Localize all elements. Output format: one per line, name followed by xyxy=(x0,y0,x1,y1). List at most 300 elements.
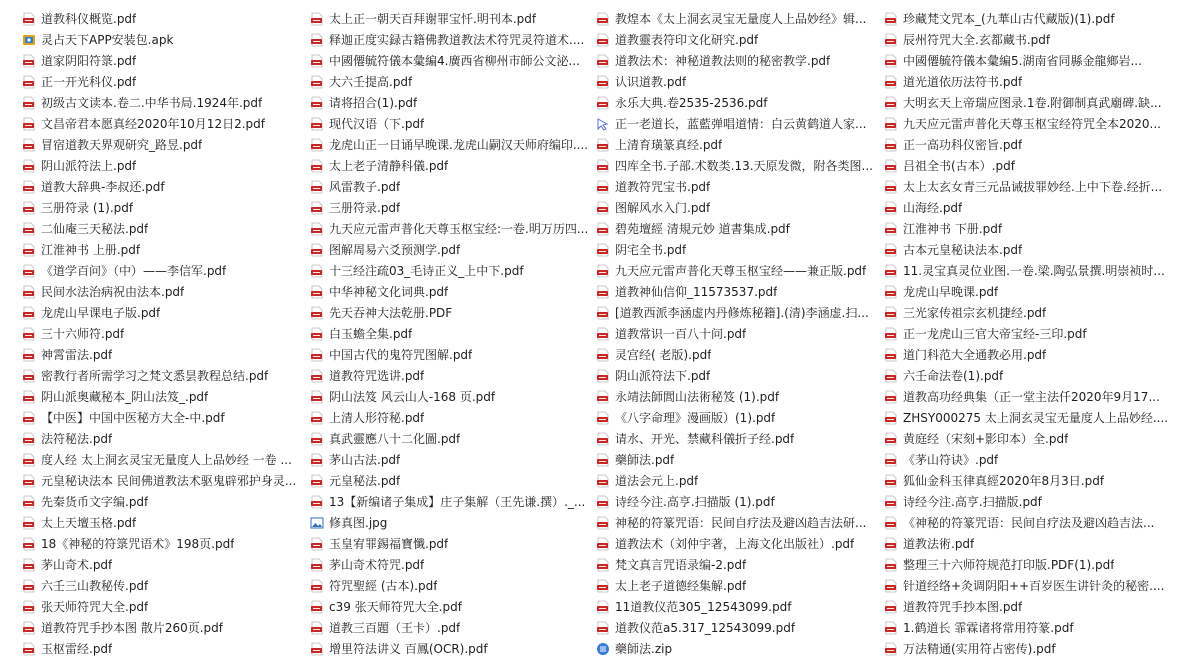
file-item[interactable] xyxy=(884,491,1170,512)
file-item[interactable] xyxy=(310,407,596,428)
file-item[interactable] xyxy=(22,8,308,29)
file-item[interactable] xyxy=(884,533,1170,554)
file-item[interactable] xyxy=(884,470,1170,491)
file-name: 道教靈表符印文化研究.pdf xyxy=(615,33,759,47)
file-name: 大明玄天上帝瑞应图录.1卷.附御制真武廟碑.缺... xyxy=(903,96,1162,110)
file-item[interactable] xyxy=(596,365,882,386)
pdf-file-icon xyxy=(884,390,898,404)
pdf-file-icon xyxy=(22,180,36,194)
file-item[interactable] xyxy=(310,113,596,134)
file-item[interactable] xyxy=(310,596,596,617)
file-item[interactable] xyxy=(884,239,1170,260)
file-name: 18《神秘的符箓咒语术》198页.pdf xyxy=(41,537,235,551)
file-item[interactable] xyxy=(22,218,308,239)
file-item[interactable] xyxy=(884,344,1170,365)
file-item[interactable] xyxy=(22,260,308,281)
file-name: 藥師法.pdf xyxy=(615,453,675,467)
file-name: 江淮神书 上册.pdf xyxy=(41,243,141,257)
file-item[interactable] xyxy=(596,344,882,365)
file-item[interactable] xyxy=(310,575,596,596)
file-name: 现代汉语（下.pdf xyxy=(329,117,425,131)
file-name: 道教常识一百八十问.pdf xyxy=(615,327,747,341)
file-name: 道教高功经典集（正一堂主法仟2020年9月17... xyxy=(903,390,1160,404)
pdf-file-icon xyxy=(884,558,898,572)
file-item[interactable] xyxy=(596,386,882,407)
file-item[interactable] xyxy=(884,638,1170,659)
file-name: 辰州符咒大全.玄都藏书.pdf xyxy=(903,33,1051,47)
pdf-file-icon xyxy=(596,12,610,26)
pdf-file-icon xyxy=(22,642,36,656)
pdf-file-icon xyxy=(310,54,324,68)
file-item[interactable] xyxy=(22,449,308,470)
file-name: 道法会元上.pdf xyxy=(615,474,699,488)
pdf-file-icon xyxy=(22,117,36,131)
file-item[interactable] xyxy=(884,92,1170,113)
pdf-file-icon xyxy=(596,180,610,194)
file-item[interactable] xyxy=(884,617,1170,638)
file-item[interactable] xyxy=(22,155,308,176)
pdf-file-icon xyxy=(22,369,36,383)
file-item[interactable] xyxy=(310,638,596,659)
file-item[interactable] xyxy=(884,365,1170,386)
file-name: 灵占天下APP安装包.apk xyxy=(41,33,174,47)
file-name: [道教西派李涵虚内丹修炼秘籍].(清)李涵虚.扫... xyxy=(615,306,869,320)
pdf-file-icon xyxy=(22,474,36,488)
pdf-file-icon xyxy=(310,12,324,26)
zip-file-icon xyxy=(596,642,610,656)
file-name: 黄庭经（宋刻+影印本）全.pdf xyxy=(903,432,1069,446)
pdf-file-icon xyxy=(22,495,36,509)
file-item[interactable] xyxy=(310,617,596,638)
file-name: c39 张天师符咒大全.pdf xyxy=(329,600,462,614)
pdf-file-icon xyxy=(310,621,324,635)
file-item[interactable] xyxy=(310,344,596,365)
pdf-file-icon xyxy=(310,96,324,110)
pdf-file-icon xyxy=(310,390,324,404)
pdf-file-icon xyxy=(884,537,898,551)
file-item[interactable] xyxy=(310,92,596,113)
file-item[interactable] xyxy=(22,281,308,302)
file-item[interactable] xyxy=(310,449,596,470)
file-item[interactable] xyxy=(22,323,308,344)
pdf-file-icon xyxy=(884,600,898,614)
pdf-file-icon xyxy=(22,600,36,614)
file-item[interactable] xyxy=(310,533,596,554)
file-name: 《八字命理》漫画版）(1).pdf xyxy=(615,411,776,425)
file-item[interactable] xyxy=(884,113,1170,134)
file-name: 张天师符咒大全.pdf xyxy=(41,600,149,614)
file-name: 十三经注疏03_毛诗正义_上中下.pdf xyxy=(329,264,524,278)
file-item[interactable] xyxy=(22,491,308,512)
file-item[interactable] xyxy=(884,428,1170,449)
file-name: 三册符录 (1).pdf xyxy=(41,201,134,215)
file-item[interactable] xyxy=(310,218,596,239)
pdf-file-icon xyxy=(22,222,36,236)
file-name: 初级古文读本.卷二.中华书局.1924年.pdf xyxy=(41,96,263,110)
pdf-file-icon xyxy=(596,411,610,425)
file-item[interactable] xyxy=(884,281,1170,302)
file-name: 茅山奇术符咒.pdf xyxy=(329,558,425,572)
file-name: 13【新编诸子集成】庄子集解（王先谦.撰）._... xyxy=(329,495,586,509)
pdf-file-icon xyxy=(884,306,898,320)
file-name: 中國僊毓符儀本彙編5.湖南省同縣金龍鄉岩... xyxy=(903,54,1142,68)
file-name: 修真图.jpg xyxy=(329,516,388,530)
file-item[interactable] xyxy=(596,197,882,218)
pdf-file-icon xyxy=(310,159,324,173)
file-item[interactable] xyxy=(884,302,1170,323)
file-item[interactable] xyxy=(884,323,1170,344)
file-item[interactable] xyxy=(596,134,882,155)
file-column-2 xyxy=(310,0,596,659)
file-item[interactable] xyxy=(22,365,308,386)
file-item[interactable] xyxy=(310,323,596,344)
file-name: 【中医】中国中医秘方大全-中.pdf xyxy=(41,411,225,425)
file-item[interactable] xyxy=(310,260,596,281)
pdf-file-icon xyxy=(596,201,610,215)
file-item[interactable] xyxy=(884,134,1170,155)
file-item[interactable] xyxy=(596,176,882,197)
file-name: 道教符咒手抄本图.pdf xyxy=(903,600,1023,614)
file-name: 神霄雷法.pdf xyxy=(41,348,113,362)
pdf-file-icon xyxy=(596,537,610,551)
file-item[interactable] xyxy=(310,554,596,575)
pdf-file-icon xyxy=(22,75,36,89)
file-item[interactable] xyxy=(310,176,596,197)
file-item[interactable] xyxy=(22,344,308,365)
pdf-file-icon xyxy=(884,96,898,110)
file-item[interactable] xyxy=(596,113,882,134)
file-name: 冒宿道教天界观研究_路昱.pdf xyxy=(41,138,203,152)
file-name: 密教行者所需学习之梵文悉昙教程总结.pdf xyxy=(41,369,269,383)
file-item[interactable] xyxy=(596,617,882,638)
file-item[interactable] xyxy=(310,428,596,449)
file-item[interactable] xyxy=(596,512,882,533)
file-item[interactable] xyxy=(22,197,308,218)
file-name: 释迦正度实録古籍佛教道教法术符咒灵符道术.... xyxy=(329,33,585,47)
pdf-file-icon xyxy=(884,33,898,47)
file-item[interactable] xyxy=(310,134,596,155)
file-item[interactable] xyxy=(22,617,308,638)
pdf-file-icon xyxy=(596,432,610,446)
file-item[interactable] xyxy=(22,29,308,50)
file-item[interactable] xyxy=(22,113,308,134)
file-item[interactable] xyxy=(22,386,308,407)
pdf-file-icon xyxy=(310,33,324,47)
pdf-file-icon xyxy=(310,180,324,194)
pdf-file-icon xyxy=(596,621,610,635)
pdf-file-icon xyxy=(596,474,610,488)
file-name: 六壬三山教秘传.pdf xyxy=(41,579,149,593)
file-item[interactable] xyxy=(310,302,596,323)
file-name: 认识道教.pdf xyxy=(615,75,687,89)
file-name: 中国古代的鬼符咒图解.pdf xyxy=(329,348,473,362)
file-name: 九天应元雷声普化天尊玉枢宝经符咒全本2020... xyxy=(903,117,1161,131)
file-name: 龙虎山正一日诵早晚课.龙虎山嗣汉天师府编印.... xyxy=(329,138,589,152)
pdf-file-icon xyxy=(22,54,36,68)
file-name: 上清人形符秘.pdf xyxy=(329,411,425,425)
file-name: 11.灵宝真灵位业图.一卷.梁.陶弘景撰.明崇祯时... xyxy=(903,264,1165,278)
file-item[interactable] xyxy=(884,8,1170,29)
file-item[interactable] xyxy=(22,302,308,323)
pdf-file-icon xyxy=(884,474,898,488)
file-item[interactable] xyxy=(22,71,308,92)
pdf-file-icon xyxy=(310,453,324,467)
file-item[interactable] xyxy=(596,281,882,302)
file-item[interactable] xyxy=(22,596,308,617)
pdf-file-icon xyxy=(884,411,898,425)
file-item[interactable] xyxy=(596,470,882,491)
file-item[interactable] xyxy=(310,71,596,92)
pdf-file-icon xyxy=(884,264,898,278)
file-item[interactable] xyxy=(22,638,308,659)
file-item[interactable] xyxy=(884,386,1170,407)
file-item[interactable] xyxy=(884,176,1170,197)
file-name: 九天应元雷声普化天尊玉枢宝经:一卷.明万历四... xyxy=(329,222,589,236)
pdf-file-icon xyxy=(22,243,36,257)
pdf-file-icon xyxy=(310,579,324,593)
pdf-file-icon xyxy=(596,54,610,68)
file-item[interactable] xyxy=(596,8,882,29)
pdf-file-icon xyxy=(596,348,610,362)
file-item[interactable] xyxy=(884,596,1170,617)
file-name: 符咒聖經 (古本).pdf xyxy=(329,579,438,593)
file-item[interactable] xyxy=(22,554,308,575)
file-name: 《神秘的符篆咒语：民间自疗法及避凶趋吉法... xyxy=(903,516,1155,530)
image-file-icon xyxy=(310,516,324,530)
file-item[interactable] xyxy=(596,533,882,554)
pdf-file-icon xyxy=(884,327,898,341)
file-item[interactable] xyxy=(596,29,882,50)
pdf-file-icon xyxy=(310,495,324,509)
file-item[interactable] xyxy=(596,50,882,71)
file-name: 请水、开光、禁藏科儀折子经.pdf xyxy=(615,432,795,446)
file-item[interactable] xyxy=(310,365,596,386)
file-item[interactable] xyxy=(22,239,308,260)
pdf-file-icon xyxy=(310,642,324,656)
file-name: 元皇秘诀法本 民间佛道教法术驱鬼辟邪护身灵... xyxy=(41,474,297,488)
pdf-file-icon xyxy=(596,453,610,467)
pdf-file-icon xyxy=(310,138,324,152)
file-name: 图解风水入门.pdf xyxy=(615,201,711,215)
pdf-file-icon xyxy=(310,537,324,551)
file-item[interactable] xyxy=(22,407,308,428)
file-item[interactable] xyxy=(884,512,1170,533)
file-item[interactable] xyxy=(310,512,596,533)
file-item[interactable] xyxy=(884,50,1170,71)
file-name: 阴山派符法下.pdf xyxy=(615,369,711,383)
file-item[interactable] xyxy=(310,50,596,71)
file-item[interactable] xyxy=(596,449,882,470)
pdf-file-icon xyxy=(22,159,36,173)
pdf-file-icon xyxy=(22,285,36,299)
file-name: 正一高功科仪密旨.pdf xyxy=(903,138,1023,152)
file-name: 《道学百问》（中）——李信军.pdf xyxy=(41,264,227,278)
file-name: 太上老子清静科儀.pdf xyxy=(329,159,449,173)
file-name: 玉枢雷经.pdf xyxy=(41,642,113,656)
file-name: 三十六师符.pdf xyxy=(41,327,125,341)
file-name: 真武靈應八十二化圖.pdf xyxy=(329,432,461,446)
file-item[interactable] xyxy=(596,323,882,344)
pdf-file-icon xyxy=(22,516,36,530)
pdf-file-icon xyxy=(22,12,36,26)
file-item[interactable] xyxy=(310,491,596,512)
pdf-file-icon xyxy=(310,432,324,446)
file-item[interactable] xyxy=(884,407,1170,428)
file-name: 度人经 太上洞玄灵宝无量度人上品妙经 一卷 ... xyxy=(41,453,292,467)
file-item[interactable] xyxy=(22,50,308,71)
file-item[interactable] xyxy=(596,71,882,92)
pdf-file-icon xyxy=(596,75,610,89)
file-item[interactable] xyxy=(884,575,1170,596)
pdf-file-icon xyxy=(884,453,898,467)
file-name: 太上正一朝天百拜谢罪宝忏.明刊本.pdf xyxy=(329,12,537,26)
file-name: 阴山派奥藏秘本_阴山法笈_.pdf xyxy=(41,390,209,404)
file-name: 阴宅全书.pdf xyxy=(615,243,687,257)
pdf-file-icon xyxy=(884,159,898,173)
pdf-file-icon xyxy=(22,390,36,404)
pdf-file-icon xyxy=(884,12,898,26)
file-item[interactable] xyxy=(22,134,308,155)
file-name: 道教法术（刘仲宇著，上海文化出版社）.pdf xyxy=(615,537,855,551)
pdf-file-icon xyxy=(22,411,36,425)
file-item[interactable] xyxy=(310,470,596,491)
pdf-file-icon xyxy=(596,264,610,278)
file-item[interactable] xyxy=(596,428,882,449)
file-item[interactable] xyxy=(596,554,882,575)
file-name: 道教法術.pdf xyxy=(903,537,975,551)
file-name: 九天应元雷声普化天尊玉枢宝经——兼正版.pdf xyxy=(615,264,867,278)
file-item[interactable] xyxy=(310,197,596,218)
pdf-file-icon xyxy=(22,138,36,152)
file-name: 11道教仪范305_12543099.pdf xyxy=(615,600,792,614)
pdf-file-icon xyxy=(596,96,610,110)
file-column-1 xyxy=(22,0,308,659)
file-name: 江淮神书 下册.pdf xyxy=(903,222,1003,236)
file-name: 太上老子道德经集解.pdf xyxy=(615,579,747,593)
file-item[interactable] xyxy=(884,155,1170,176)
file-item[interactable] xyxy=(884,449,1170,470)
file-item[interactable] xyxy=(22,512,308,533)
file-item[interactable] xyxy=(884,197,1170,218)
file-item[interactable] xyxy=(884,218,1170,239)
pdf-file-icon xyxy=(884,348,898,362)
pdf-file-icon xyxy=(310,285,324,299)
file-name: 文昌帝君本愿真经2020年10月12日2.pdf xyxy=(41,117,265,131)
pdf-file-icon xyxy=(22,348,36,362)
file-item[interactable] xyxy=(596,491,882,512)
file-item[interactable] xyxy=(310,8,596,29)
file-item[interactable] xyxy=(884,260,1170,281)
pdf-file-icon xyxy=(310,117,324,131)
file-item[interactable] xyxy=(310,155,596,176)
file-item[interactable] xyxy=(22,470,308,491)
file-name: 玉皇宥罪錫福寶懺.pdf xyxy=(329,537,449,551)
pdf-file-icon xyxy=(884,201,898,215)
file-item[interactable] xyxy=(596,218,882,239)
file-name: 元皇秘法.pdf xyxy=(329,474,401,488)
pdf-file-icon xyxy=(884,54,898,68)
pdf-file-icon xyxy=(310,474,324,488)
file-name: 正一开光科仪.pdf xyxy=(41,75,137,89)
file-item[interactable] xyxy=(22,533,308,554)
file-name: 梵文真言咒语录编-2.pdf xyxy=(615,558,747,572)
pdf-file-icon xyxy=(310,369,324,383)
file-item[interactable] xyxy=(596,596,882,617)
pdf-file-icon xyxy=(884,432,898,446)
pdf-file-icon xyxy=(310,201,324,215)
pdf-file-icon xyxy=(596,495,610,509)
pdf-file-icon xyxy=(596,369,610,383)
file-name: 道教符咒选讲.pdf xyxy=(329,369,425,383)
file-name: 道教大辞典-李叔还.pdf xyxy=(41,180,165,194)
file-item[interactable] xyxy=(596,260,882,281)
pdf-file-icon xyxy=(596,306,610,320)
file-item[interactable] xyxy=(596,155,882,176)
file-item[interactable] xyxy=(884,554,1170,575)
file-name: 增里符法讲义 百鳳(OCR).pdf xyxy=(329,642,488,656)
file-name: 太上天壇玉格.pdf xyxy=(41,516,137,530)
pdf-file-icon xyxy=(310,348,324,362)
file-name: 中國僊毓符儀本彙編4.廣西省柳州市師公文泌... xyxy=(329,54,580,68)
pdf-file-icon xyxy=(884,138,898,152)
pdf-file-icon xyxy=(596,243,610,257)
file-item[interactable] xyxy=(596,638,882,659)
file-item[interactable] xyxy=(884,29,1170,50)
file-item[interactable] xyxy=(596,575,882,596)
file-item[interactable] xyxy=(596,302,882,323)
file-name: 正一龙虎山三官大帝宝经-三印.pdf xyxy=(903,327,1087,341)
pdf-file-icon xyxy=(884,495,898,509)
file-name: 图解周易六爻预测学.pdf xyxy=(329,243,461,257)
file-name: 珍藏梵文咒本_(九華山古代藏版)(1).pdf xyxy=(903,12,1115,26)
file-item[interactable] xyxy=(22,176,308,197)
pdf-file-icon xyxy=(596,579,610,593)
file-name: 吕祖全书(古本）.pdf xyxy=(903,159,1015,173)
file-name: 三册符录.pdf xyxy=(329,201,401,215)
file-name: 道教仪范a5.317_12543099.pdf xyxy=(615,621,796,635)
file-column-4 xyxy=(884,0,1170,659)
file-name: 山海经.pdf xyxy=(903,201,963,215)
file-item[interactable] xyxy=(596,239,882,260)
file-name: 茅山奇术.pdf xyxy=(41,558,113,572)
file-item[interactable] xyxy=(22,92,308,113)
pdf-file-icon xyxy=(596,390,610,404)
pdf-file-icon xyxy=(22,558,36,572)
pdf-file-icon xyxy=(310,222,324,236)
file-name: 中华神秘文化词典.pdf xyxy=(329,285,449,299)
pdf-file-icon xyxy=(596,600,610,614)
file-item[interactable] xyxy=(596,407,882,428)
pdf-file-icon xyxy=(596,327,610,341)
file-item[interactable] xyxy=(884,71,1170,92)
pdf-file-icon xyxy=(22,264,36,278)
file-item[interactable] xyxy=(22,428,308,449)
pdf-file-icon xyxy=(22,621,36,635)
file-item[interactable] xyxy=(596,92,882,113)
pdf-file-icon xyxy=(884,642,898,656)
file-item[interactable] xyxy=(310,386,596,407)
file-name: 先天吞神大法乾册.PDF xyxy=(329,306,453,320)
file-item[interactable] xyxy=(310,29,596,50)
file-item[interactable] xyxy=(310,281,596,302)
file-name: 法符秘法.pdf xyxy=(41,432,113,446)
pdf-file-icon xyxy=(22,96,36,110)
pdf-file-icon xyxy=(884,516,898,530)
file-name: 道教法术：神秘道教法则的秘密教学.pdf xyxy=(615,54,831,68)
file-item[interactable] xyxy=(22,575,308,596)
file-item[interactable] xyxy=(310,239,596,260)
file-name: 永乐大典.卷2535-2536.pdf xyxy=(615,96,768,110)
